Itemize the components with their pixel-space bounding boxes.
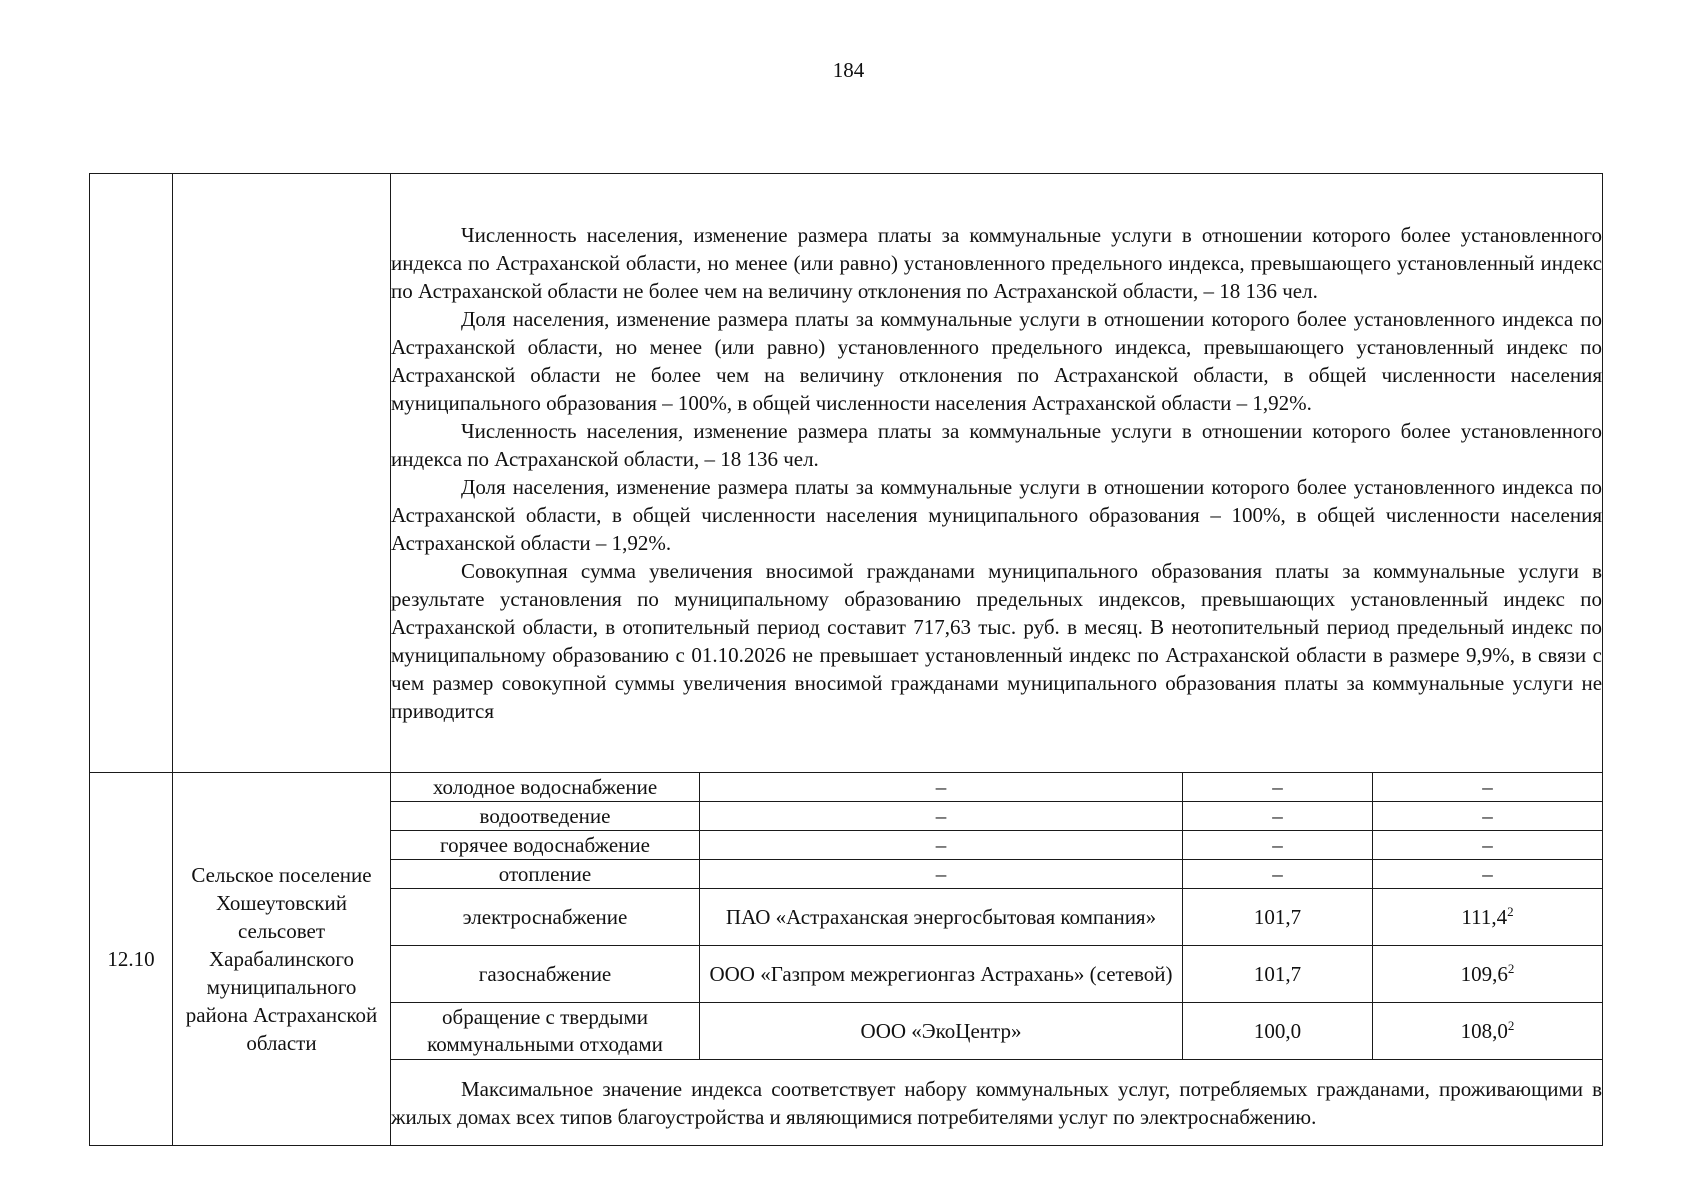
supplier-name: ООО «ЭкоЦентр» <box>700 1003 1183 1060</box>
index-value: 101,7 <box>1183 946 1373 1003</box>
municipality-name: Сельское поселение Хошеутовский сельсовет Харабалинского муниципального района Астраханской области <box>173 773 391 1146</box>
note-cell <box>391 1060 1603 1146</box>
max-index-number: 109,6 <box>1460 961 1508 986</box>
index-value: – <box>1183 802 1373 831</box>
supplier-name: – <box>700 802 1183 831</box>
tariff-index-table <box>89 173 1603 1146</box>
service-name: холодное водоснабжение <box>391 773 700 802</box>
max-index-value: – <box>1373 860 1603 889</box>
max-index-value: – <box>1373 773 1603 802</box>
entry-number: 12.10 <box>90 773 173 1146</box>
max-index-number: 111,4 <box>1461 904 1508 929</box>
paragraph: Доля населения, изменение размера платы за коммунальные услуги в отношении которого более установленного индекса по Астраханской области, в общей численности населения муниципального образования – 100%, в общей численности населения Астраханской области – 1,92%. <box>391 475 1603 555</box>
service-name: отопление <box>391 860 700 889</box>
footnote-mark: 2 <box>1507 1017 1515 1033</box>
service-name: горячее водоснабжение <box>391 831 700 860</box>
index-value: – <box>1183 860 1373 889</box>
continuation-municipality-cell <box>173 174 391 773</box>
page-number: 184 <box>832 58 865 82</box>
max-index-value: – <box>1373 802 1603 831</box>
footnote-mark: 2 <box>1507 903 1514 919</box>
service-name: обращение с твердыми коммунальными отходами <box>391 1003 700 1060</box>
max-index-value <box>1373 889 1603 946</box>
supplier-name: ПАО «Астраханская энергосбытовая компания» <box>700 889 1183 946</box>
note-text: Максимальное значение индекса соответствует набору коммунальных услуг, потребляемых гражданами, проживающими в жилых домах всех типов благоустройства и являющимися потребителями услуг по электроснабжению. <box>391 1076 1603 1129</box>
continuation-number-cell <box>90 174 173 773</box>
index-value: 101,7 <box>1183 889 1373 946</box>
supplier-name: – <box>700 773 1183 802</box>
continuation-row <box>90 174 1603 773</box>
supplier-name: – <box>700 860 1183 889</box>
service-row <box>90 773 1603 802</box>
max-index-value: – <box>1373 831 1603 860</box>
index-value: – <box>1183 831 1373 860</box>
continuation-text-cell <box>391 174 1603 773</box>
index-value: 100,0 <box>1183 1003 1373 1060</box>
service-name: газоснабжение <box>391 946 700 1003</box>
max-index-value <box>1373 946 1603 1003</box>
index-value: – <box>1183 773 1373 802</box>
service-name: электроснабжение <box>391 889 700 946</box>
supplier-name: – <box>700 831 1183 860</box>
paragraph: Численность населения, изменение размера платы за коммунальные услуги в отношении которого более установленного индекса по Астраханской области, но менее (или равно) установленного предельного индекса, превышающего установленный индекс по Астраханской области не более чем на величину отклонения по Астраханской области, – 18 136 чел. <box>391 223 1603 303</box>
paragraph: Доля населения, изменение размера платы за коммунальные услуги в отношении которого более установленного индекса по Астраханской области, но менее (или равно) установленного предельного индекса, превышающего установленный индекс по Астраханской области не более чем на величину отклонения по Астраханской области, в общей численности населения муниципального образования – 100%, в общей численности населения Астраханской области – 1,92%. <box>391 307 1603 415</box>
paragraph: Совокупная сумма увеличения вносимой гражданами муниципального образования платы за коммунальные услуги в результате установления по муниципальному образованию предельных индексов, превышающих установленный индекс по Астраханской области, в отопительный период составит 717,63 тыс. руб. в месяц. В неотопительный период предельный индекс по муниципальному образованию с 01.10.2026 не превышает установленный индекс по Астраханской области в размере 9,9%, в связи с чем размер совокупной суммы увеличения вносимой гражданами муниципального образования платы за коммунальные услуги не приводится <box>391 559 1603 723</box>
paragraph: Численность населения, изменение размера платы за коммунальные услуги в отношении которого более установленного индекса по Астраханской области, – 18 136 чел. <box>391 419 1603 471</box>
max-index-value <box>1373 1003 1603 1060</box>
max-index-number: 108,0 <box>1460 1018 1508 1043</box>
service-name: водоотведение <box>391 802 700 831</box>
footnote-mark: 2 <box>1507 960 1515 976</box>
supplier-name: ООО «Газпром межрегионгаз Астрахань» (сетевой) <box>700 946 1183 1003</box>
